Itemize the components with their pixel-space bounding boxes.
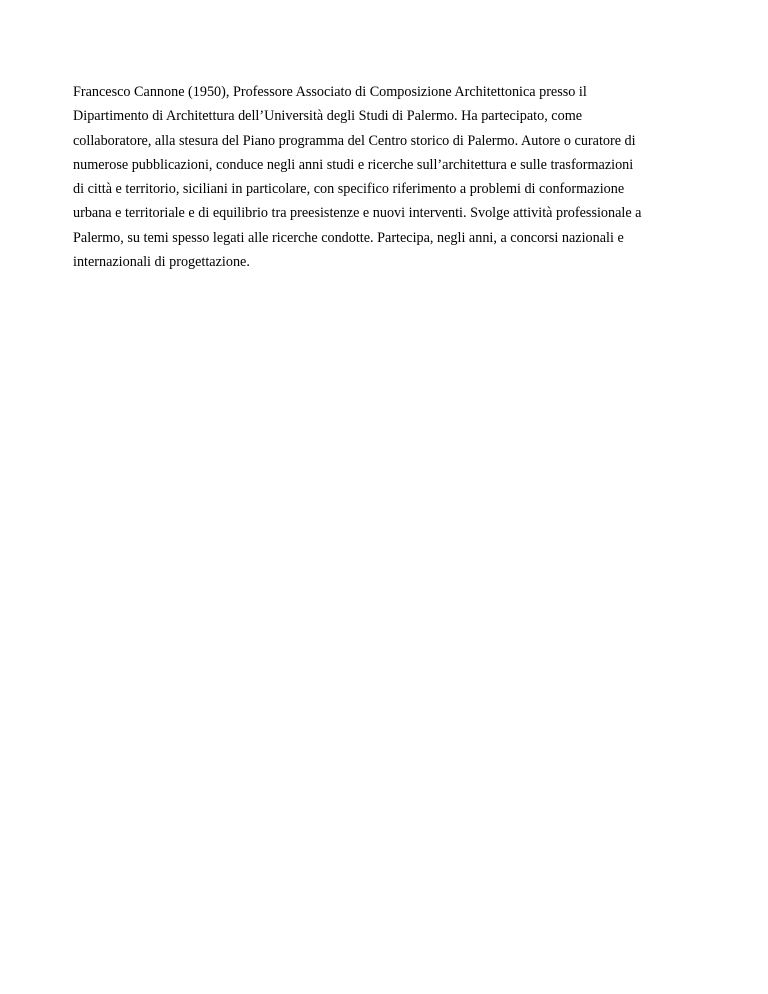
text-line: urbana e territoriale e di equilibrio tra preesistenze e nuovi interventi. Svolge attività professionale a: [73, 205, 642, 222]
text-line: internazionali di progettazione.: [73, 254, 250, 271]
text-line: collaboratore, alla stesura del Piano programma del Centro storico di Palermo. Autore o curatore di: [73, 132, 636, 149]
text-line: di città e territorio, siciliani in particolare, con specifico riferimento a problemi di conformazione: [73, 181, 625, 198]
text-line: Palermo, su temi spesso legati alle ricerche condotte. Partecipa, negli anni, a concorsi nazionali e: [73, 229, 624, 246]
text-line: Dipartimento di Architettura dell’Università degli Studi di Palermo. Ha partecipato, come: [73, 108, 583, 125]
text-line: Francesco Cannone (1950), Professore Associato di Composizione Architettonica presso il: [73, 84, 587, 100]
biography-paragraph: [73, 80, 713, 274]
text-line: numerose pubblicazioni, conduce negli anni studi e ricerche sull’architettura e sulle trasformazioni: [73, 156, 634, 173]
